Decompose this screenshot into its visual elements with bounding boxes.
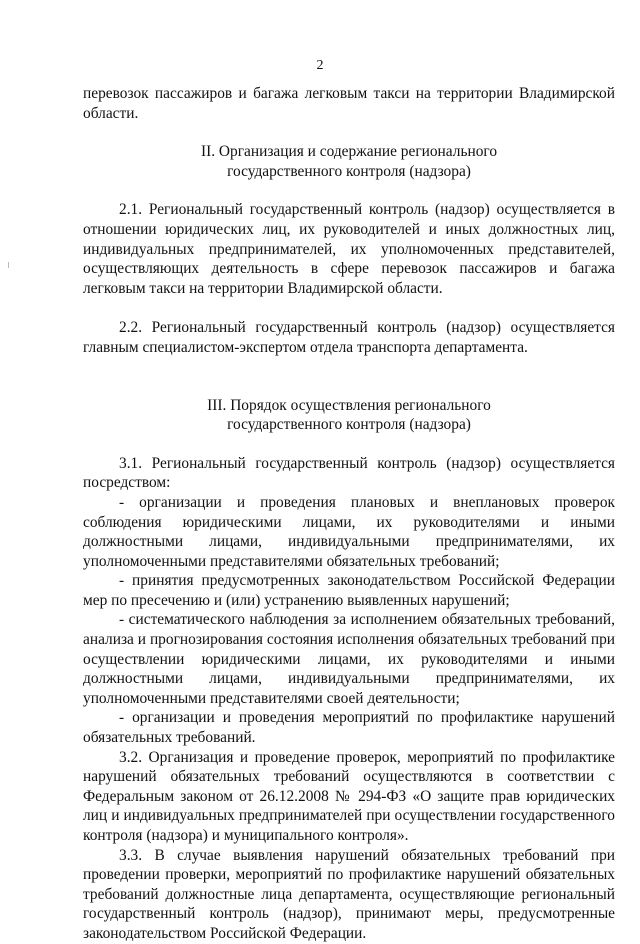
section-2-heading-line-1: II. Организация и содержание регионального <box>200 143 498 161</box>
list-item: - организации и проведения мероприятий по профилактике нарушений обязательных требований. <box>83 709 615 747</box>
paragraph-3-1: 3.1. Региональный государственный контроль (надзор) осуществляется посредством: <box>83 454 615 492</box>
list-item: - организации и проведения плановых и внеплановых проверок соблюдения юридическими лицами, их руководителями и иными должностными лицами, индивидуальными предпринимателями, их уполномоченными представителями обязательных требований; <box>83 493 615 570</box>
paragraph-2-2: 2.2. Региональный государственный контроль (надзор) осуществляется главным специалистом-экспертом отдела транспорта департамента. <box>83 319 615 356</box>
page-number: 2 <box>316 58 324 73</box>
list-item: - систематического наблюдения за исполнением обязательных требований, анализа и прогнозирования состояния исполнения обязательных требований при осуществлении юридическими лицами, их руководителями и иными должностными лицами, индивидуальными предпринимателями, их уполномоченными представителями своей деятельности; <box>83 611 615 707</box>
document-body <box>83 84 615 944</box>
section-2-heading-line-2: государственного контроля (надзора) <box>227 162 471 180</box>
margin-mark <box>8 262 9 268</box>
section-3-heading-line-2: государственного контроля (надзора) <box>227 416 471 434</box>
section-3-heading <box>83 396 615 435</box>
intro-continuation: перевозок пассажиров и багажа легковым такси на территории Владимирской области. <box>83 85 615 122</box>
paragraph-3-3: 3.3. В случае выявления нарушений обязательных требований при проведении проверки, мероприятий по профилактике нарушений обязательных требований должностные лица департамента, осуществляющие региональный государственный контроль (надзор), принимают меры, предусмотренные законодательством Российской Федерации. <box>83 846 615 942</box>
section-3-heading-line-1: III. Порядок осуществления регионального <box>207 396 491 414</box>
paragraph-3-2: 3.2. Организация и проведение проверок, мероприятий по профилактике нарушений обязательных требований осуществляются в соответствии с Федеральным законом от 26.12.2008 № 294-ФЗ «О защите прав юридических лиц и индивидуальных предпринимателей при осуществлении государственного контроля (надзора) и муниципального контроля». <box>83 748 615 844</box>
paragraph-2-1: 2.1. Региональный государственный контроль (надзор) осуществляется в отношении юридических лиц, их руководителей и иных должностных лиц, индивидуальных предпринимателей, их уполномоченных представителей, осуществляющих деятельность в сфере перевозок пассажиров и багажа легковым такси на территории Владимирской области. <box>83 201 615 297</box>
list-item: - принятия предусмотренных законодательством Российской Федерации мер по пресечению и (или) устранению выявленных нарушений; <box>83 572 615 609</box>
section-2-heading <box>83 142 615 181</box>
